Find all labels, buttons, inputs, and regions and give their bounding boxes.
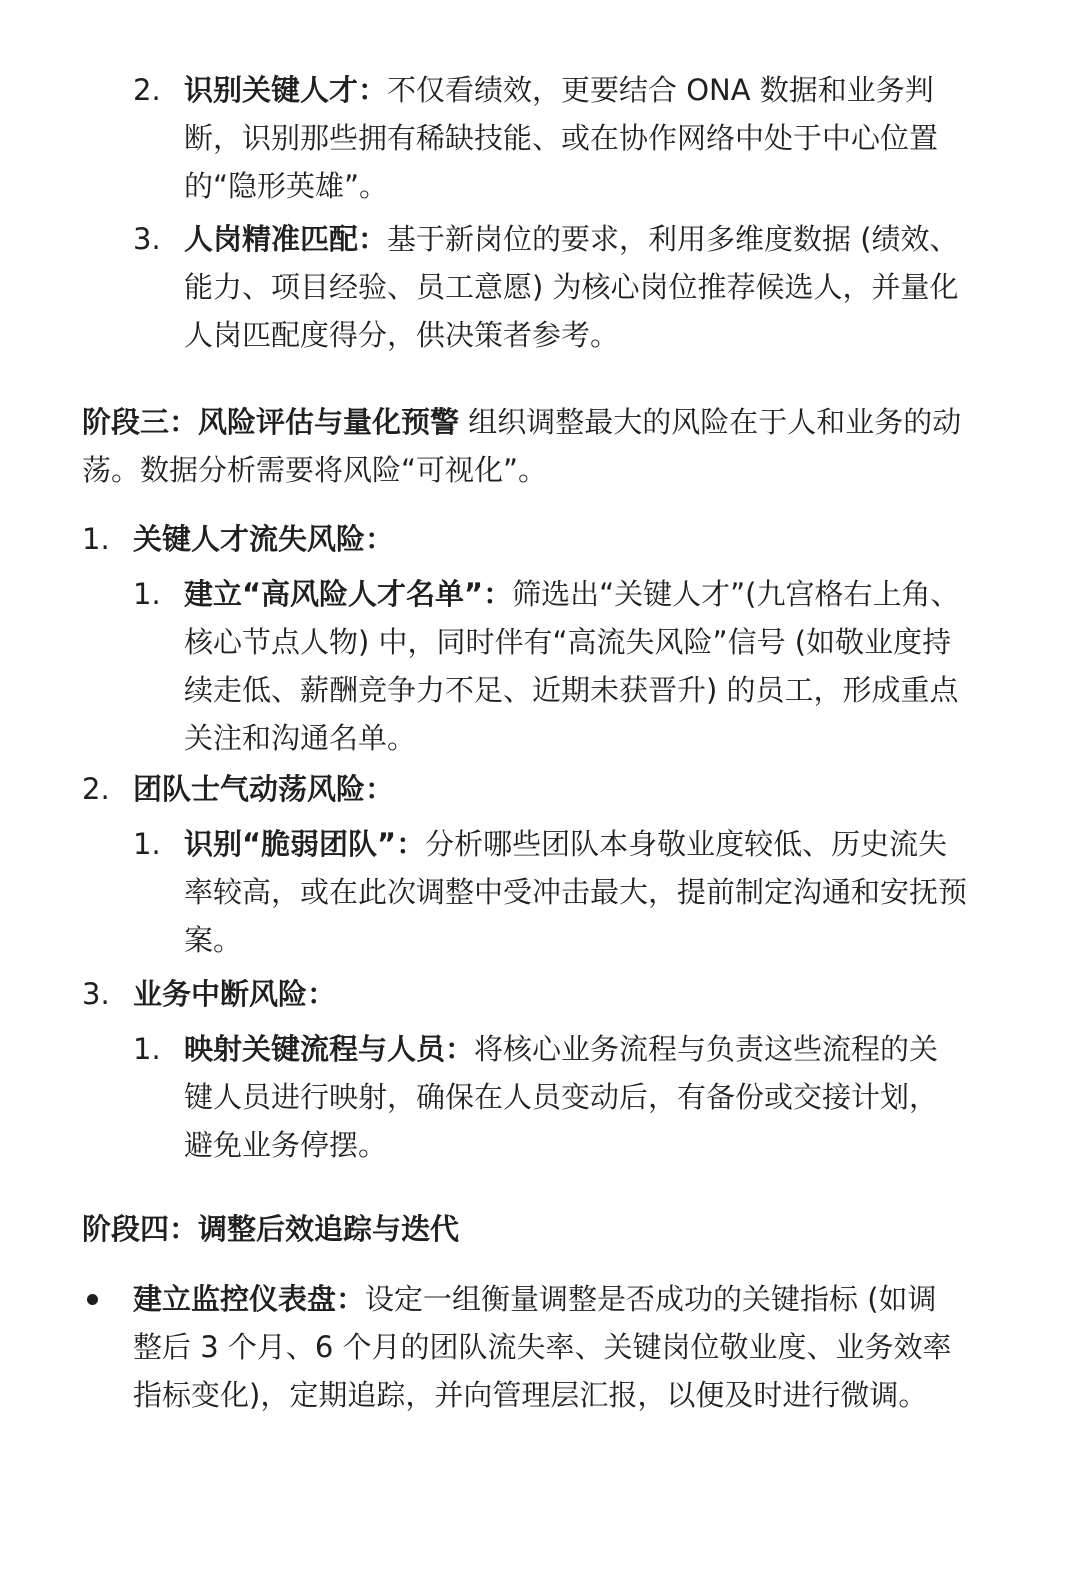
item-title: 建立监控仪表盘：	[133, 1282, 366, 1316]
item-title: 建立“高风险人才名单”：	[184, 577, 513, 611]
stage-three-paragraph	[82, 398, 972, 494]
item-body: 分析哪些团队本身敬业度较低、历史流失率较高，或在此次调整中受冲击最大，提前制定沟通和安抚预案。	[184, 827, 968, 957]
list-item	[0, 765, 1078, 815]
item-title: 业务中断风险：	[133, 977, 337, 1011]
item-title: 关键人才流失风险：	[133, 522, 395, 556]
list-marker: 3.	[82, 977, 110, 1011]
sub-list-item	[0, 1025, 1078, 1175]
item-body: 设定一组衡量调整是否成功的关键指标 (如调整后 3 个月、6 个月的团队流失率、关键岗位敬业度、业务效率指标变化)，定期追踪，并向管理层汇报，以便及时进行微调。	[133, 1282, 952, 1412]
list-marker: 2.	[133, 73, 161, 107]
list-marker: 3.	[133, 222, 161, 256]
list-marker: 1.	[82, 522, 110, 556]
list-item-text	[184, 570, 974, 762]
stage-three-title: 阶段三：风险评估与量化预警	[82, 405, 460, 439]
stage-four-title: 阶段四：调整后效追踪与迭代	[82, 1212, 460, 1246]
stage-four-paragraph	[82, 1205, 982, 1253]
item-body: 不仅看绩效，更要结合 ONA 数据和业务判断，识别那些拥有稀缺技能、或在协作网络中处于中心位置的“隐形英雄”。	[184, 73, 939, 203]
list-item	[0, 515, 1078, 565]
item-title: 映射关键流程与人员：	[184, 1032, 475, 1066]
item-title: 团队士气动荡风险：	[133, 772, 395, 806]
item-title: 识别“脆弱团队”：	[184, 827, 426, 861]
stage-three-body: 组织调整最大的风险在于人和业务的动荡。数据分析需要将风险“可视化”。	[82, 405, 962, 487]
list-item	[0, 1275, 1078, 1425]
sub-list-item	[0, 570, 1078, 760]
list-item	[0, 66, 1078, 216]
list-item-text	[184, 820, 974, 964]
list-item-text	[184, 66, 954, 210]
list-marker: 1.	[133, 577, 161, 611]
item-title: 识别关键人才：	[184, 73, 388, 107]
item-body: 将核心业务流程与负责这些流程的关键人员进行映射，确保在人员变动后，有备份或交接计划，避免业务停摆。	[184, 1032, 939, 1162]
item-body: 基于新岗位的要求，利用多维度数据 (绩效、能力、项目经验、员工意愿) 为核心岗位推荐候选人，并量化人岗匹配度得分，供决策者参考。	[184, 222, 959, 352]
list-item-text	[184, 215, 974, 359]
sub-list-item	[0, 820, 1078, 970]
list-item-text	[184, 1025, 964, 1169]
item-title: 人岗精准匹配：	[184, 222, 388, 256]
list-item-text	[133, 1275, 963, 1419]
bullet-dot-icon	[87, 1294, 98, 1305]
list-marker: 2.	[82, 772, 110, 806]
list-marker: 1.	[133, 827, 161, 861]
list-item	[0, 215, 1078, 365]
list-marker: 1.	[133, 1032, 161, 1066]
item-body: 筛选出“关键人才”(九宫格右上角、核心节点人物) 中，同时伴有“高流失风险”信号 (如敬业度持续走低、薪酬竞争力不足、近期未获晋升) 的员工，形成重点关注和沟通名单。	[184, 577, 960, 755]
list-item	[0, 970, 1078, 1020]
